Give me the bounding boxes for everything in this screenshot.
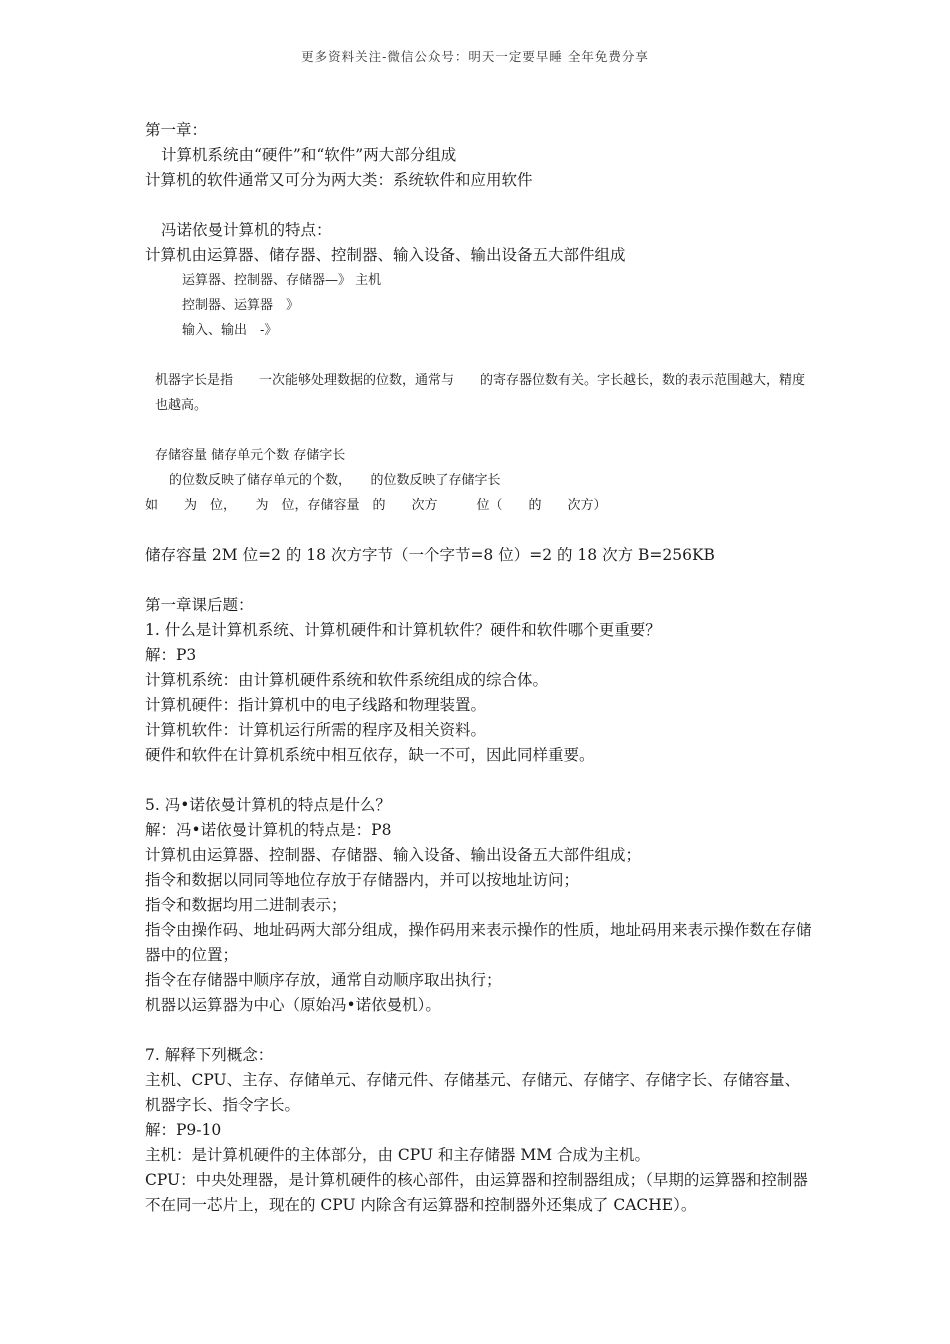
answer-line: 主机：是计算机硬件的主体部分，由 CPU 和主存储器 MM 合成为主机。	[145, 1146, 651, 1164]
question: 5. 冯•诺依曼计算机的特点是什么？	[145, 796, 391, 814]
answer-line: 解：P3	[145, 646, 197, 664]
text-paragraph: 机器字长是指 一次能够处理数据的位数，通常与 的寄存器位数有关。字长越长，数的表示范围越大，精度也越高。	[155, 373, 806, 413]
answer-line: 指令和数据均用二进制表示；	[145, 896, 347, 914]
answer-line: 计算机由运算器、控制器、存储器、输入设备、输出设备五大部件组成；	[145, 846, 642, 864]
text-line: 的位数反映了储存单元的个数， 的位数反映了存储字长	[169, 473, 501, 488]
answer-line: 计算机软件：计算机运行所需的程序及相关资料。	[145, 721, 487, 739]
text-line: 计算机系统由“硬件”和“软件”两大部分组成	[161, 146, 457, 164]
answer-paragraph: 指令由操作码、地址码两大部分组成，操作码用来表示操作的性质，地址码用来表示操作数在存储器中的位置；	[145, 921, 812, 964]
answer-line: 计算机系统：由计算机硬件系统和软件系统组成的综合体。	[145, 671, 549, 689]
answer-line: 计算机硬件：指计算机中的电子线路和物理装置。	[145, 696, 487, 714]
question: 1. 什么是计算机系统、计算机硬件和计算机软件？硬件和软件哪个更重要？	[145, 621, 661, 639]
answer-line: 指令在存储器中顺序存放，通常自动顺序取出执行；	[145, 971, 502, 989]
text-line: 运算器、控制器、存储器—》 主机	[182, 273, 382, 288]
text-line: 控制器、运算器 》	[182, 298, 300, 313]
answer-line: 硬件和软件在计算机系统中相互依存，缺一不可，因此同样重要。	[145, 746, 595, 764]
concept-list: 主机、CPU、主存、存储单元、存储元件、存储基元、存储元、存储字、存储字长、存储容量、机器字长、指令字长。	[145, 1071, 801, 1114]
answer-paragraph: CPU：中央处理器，是计算机硬件的核心部件，由运算器和控制器组成；（早期的运算器和控制器不在同一芯片上，现在的 CPU 内除含有运算器和控制器外还集成了 CACHE）。	[145, 1171, 808, 1214]
text-line: 如 为 位， 为 位，存储容量 的 次方 位（ 的 次方）	[145, 498, 607, 513]
answer-line: 解：P9-10	[145, 1121, 222, 1139]
chapter-title: 第一章：	[145, 121, 208, 139]
question: 7. 解释下列概念：	[145, 1046, 274, 1064]
document-body	[145, 118, 815, 1218]
section-title: 第一章课后题：	[145, 596, 254, 614]
text-line: 存储容量 储存单元个数 存储字长	[155, 448, 346, 463]
text-line: 计算机的软件通常又可分为两大类：系统软件和应用软件	[145, 171, 533, 189]
text-line: 计算机由运算器、储存器、控制器、输入设备、输出设备五大部件组成	[145, 246, 626, 264]
page-header: 更多资料关注-微信公众号：明天一定要早睡 全年免费分享	[301, 49, 649, 64]
text-line: 冯诺依曼计算机的特点：	[161, 221, 332, 239]
answer-line: 指令和数据以同同等地位存放于存储器内，并可以按地址访问；	[145, 871, 580, 889]
text-line: 储存容量 2M 位=2 的 18 次方字节（一个字节=8 位）=2 的 18 次方 B=256KB	[145, 546, 715, 564]
answer-line: 解：冯•诺依曼计算机的特点是：P8	[145, 821, 392, 839]
text-line: 输入、输出 -》	[182, 323, 278, 338]
answer-line: 机器以运算器为中心（原始冯•诺依曼机）。	[145, 996, 441, 1014]
